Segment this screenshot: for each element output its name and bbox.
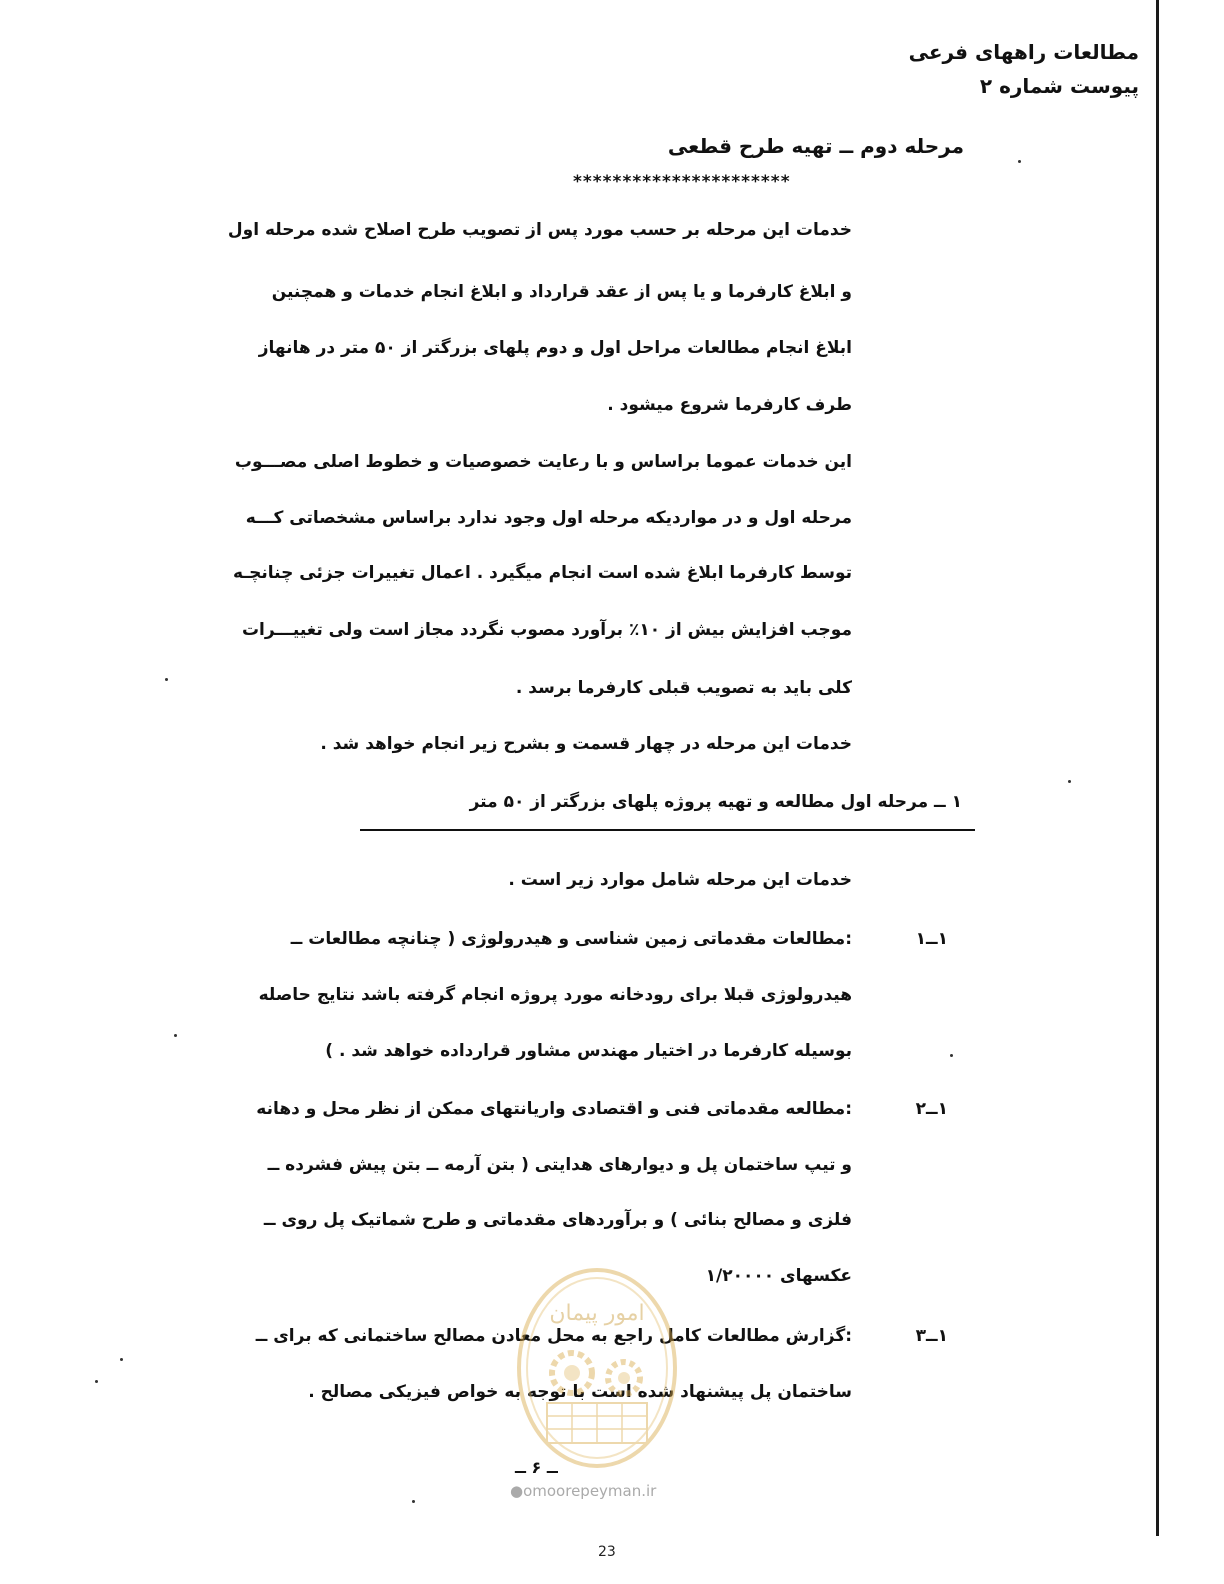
header-line-1: مطالعات راههای فرعی	[908, 40, 1139, 64]
paragraph-line: طرف کارفرما شروع میشود .	[607, 395, 852, 415]
seal-icon	[512, 1268, 682, 1480]
stage-title: مرحله دوم ــ تهیه طرح قطعی	[667, 134, 964, 158]
paragraph-line: مرحله اول و در مواردیکه مرحله اول وجود ندارد براساس مشخصاتی کـــه	[245, 508, 852, 528]
item-line: :گزارش مطالعات کامل راجع به محل معادن مصالح ساختمانی که برای ــ	[255, 1326, 852, 1346]
item-line: عکسهای ۱/۲۰۰۰۰	[705, 1266, 852, 1286]
item-number: ۱ــ۲	[915, 1099, 948, 1119]
paragraph-line: توسط کارفرما ابلاغ شده است انجام میگیرد . اعمال تغییرات جزئی چنانچـه	[233, 563, 852, 583]
header-line-2: پیوست شماره ۲	[979, 74, 1139, 98]
page-number: 23	[598, 1544, 616, 1560]
scan-speck	[1068, 780, 1071, 783]
item-number: ۱ــ۳	[915, 1326, 948, 1346]
item-line: هیدرولوژی قبلا برای رودخانه مورد پروژه انجام گرفته باشد نتایج حاصله	[258, 985, 852, 1005]
item-line: ساختمان پل پیشنهاد شده است با توجه به خواص فیزیکی مصالح .	[308, 1382, 852, 1402]
paragraph-line: کلی باید به تصویب قبلی کارفرما برسد .	[515, 678, 852, 698]
scan-speck	[120, 1358, 123, 1361]
watermark-url-text: omoorepeyman.ir	[523, 1482, 657, 1500]
scan-speck	[412, 1500, 415, 1503]
right-border-line	[1156, 0, 1159, 1536]
section-1-intro: خدمات این مرحله شامل موارد زیر است .	[508, 870, 852, 890]
paragraph-line: ابلاغ انجام مطالعات مراحل اول و دوم پلهای بزرگتر از ۵۰ متر در هانهاز	[258, 338, 852, 358]
watermark-url	[510, 1482, 656, 1500]
scan-speck	[174, 1034, 177, 1037]
footer-page-mark: ــ ۶ ــ	[515, 1458, 558, 1477]
watermark-seal	[512, 1268, 682, 1480]
section-title-underline	[360, 829, 975, 831]
paragraph-line: و ابلاغ کارفرما و یا پس از عقد قرارداد و ابلاغ انجام خدمات و همچنین	[271, 282, 852, 302]
item-line: :مطالعه مقدماتی فنی و اقتصادی واریانتهای ممکن از نظر محل و دهانه	[256, 1099, 852, 1119]
item-line: بوسیله کارفرما در اختیار مهندس مشاور قرارداده خواهد شد . )	[325, 1041, 852, 1061]
item-line: :مطالعات مقدماتی زمین شناسی و هیدرولوژی ( چنانچه مطالعات ــ	[290, 929, 852, 949]
section-1-title: ۱ ــ مرحله اول مطالعه و تهیه پروژه پلهای بزرگتر از ۵۰ متر	[469, 792, 962, 812]
scan-speck	[950, 1054, 953, 1057]
paragraph-line: خدمات این مرحله در چهار قسمت و بشرح زیر انجام خواهد شد .	[320, 734, 852, 754]
paragraph-line: موجب افزایش بیش از ۱۰٪ برآورد مصوب نگردد مجاز است ولی تغییـــرات	[241, 620, 852, 640]
paragraph-line: خدمات این مرحله بر حسب مورد پس از تصویب طرح اصلاح شده مرحله اول	[227, 220, 852, 240]
scan-speck	[165, 678, 168, 681]
paragraph-line: این خدمات عموما براساس و با رعایت خصوصیات و خطوط اصلی مصـــوب	[234, 452, 852, 472]
seal-text: امور پیمان	[549, 1301, 645, 1326]
item-line: فلزی و مصالح بنائی ) و برآوردهای مقدماتی و طرح شماتیک پل روی ــ	[263, 1210, 852, 1230]
item-line: و تیپ ساختمان پل و دیوارهای هدایتی ( بتن آرمه ــ بتن پیش فشرده ــ	[267, 1155, 852, 1175]
item-number: ۱ــ۱	[915, 929, 948, 949]
scan-speck	[95, 1380, 98, 1383]
scan-speck	[1018, 160, 1021, 163]
title-stars: **********************	[573, 172, 791, 192]
globe-icon: ●	[510, 1482, 524, 1500]
